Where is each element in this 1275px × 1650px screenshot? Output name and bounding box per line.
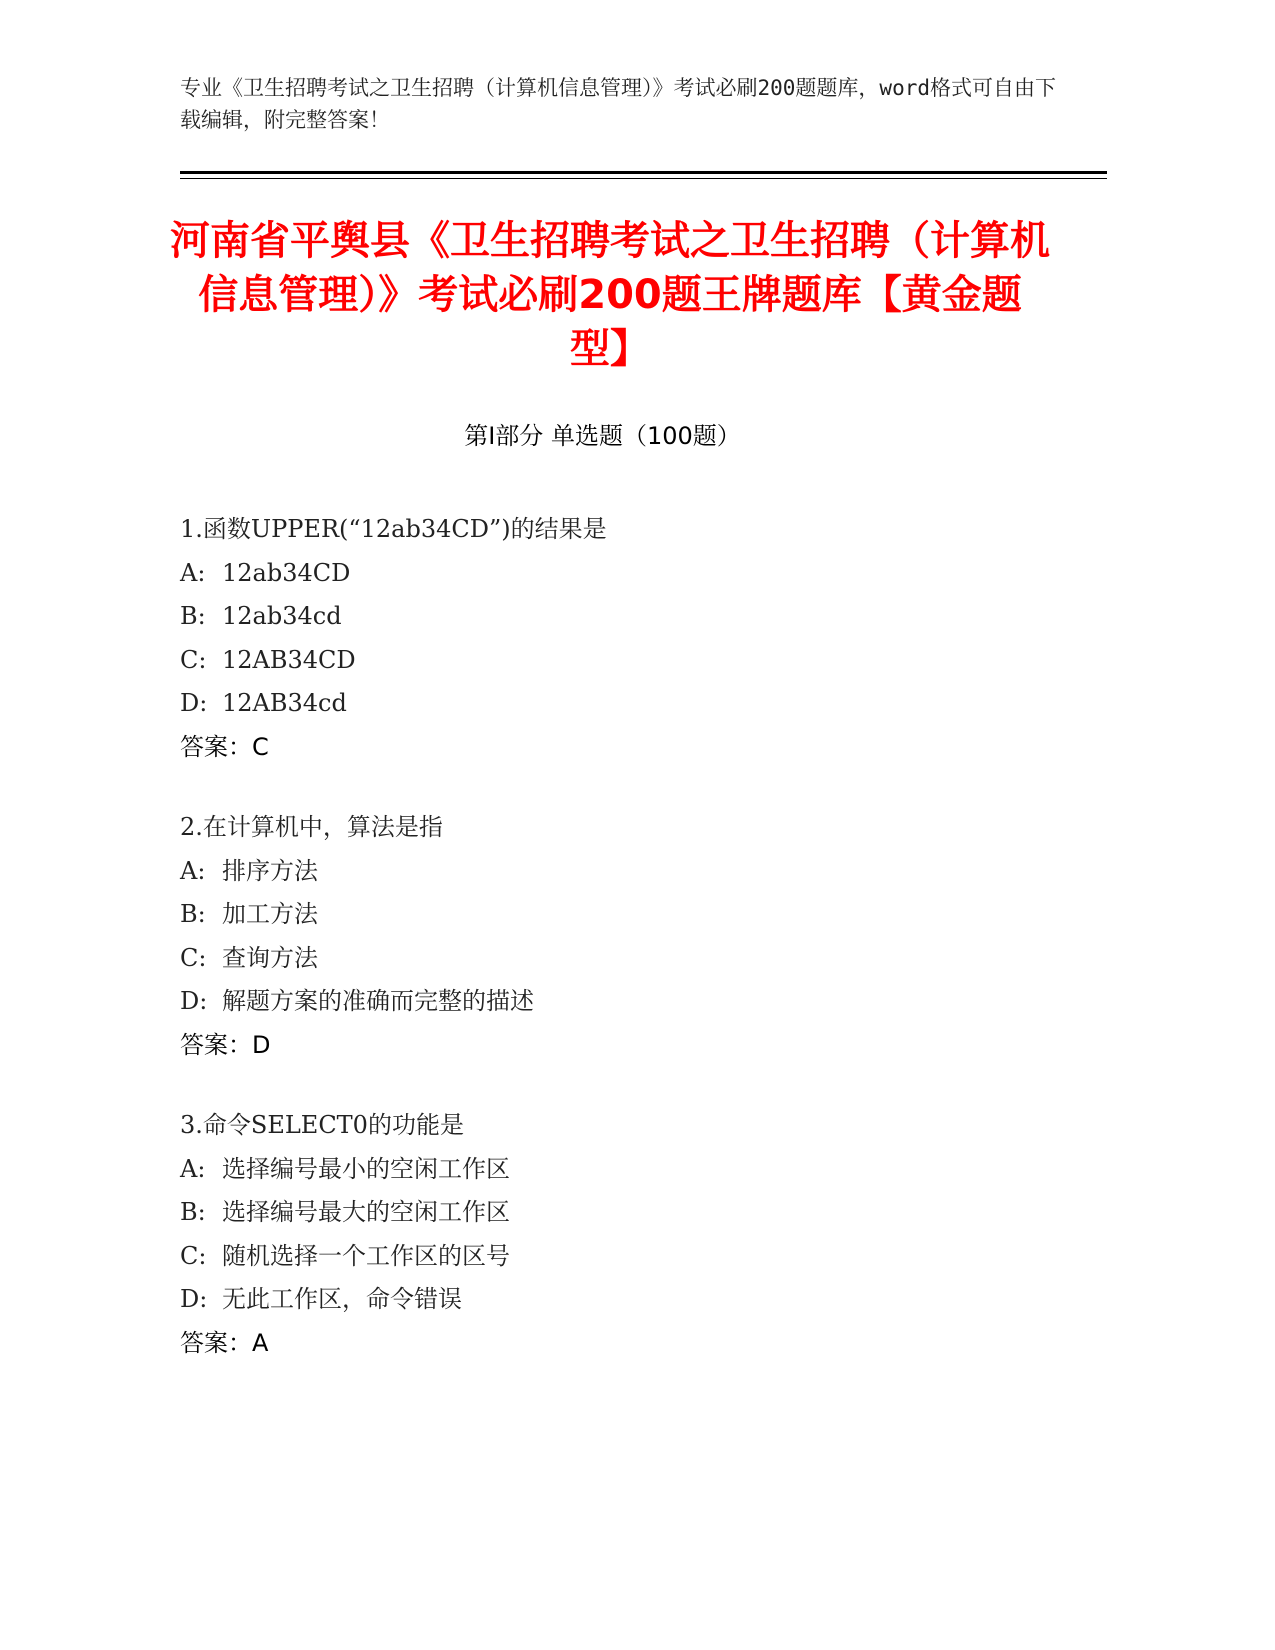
option-a	[180, 552, 1100, 596]
header-note: 专业《卫生招聘考试之卫生招聘（计算机信息管理）》考试必刷200题题库，word格式可自由下载编辑，附完整答案！	[180, 76, 1056, 132]
answer: 答案：A	[180, 1328, 269, 1357]
option-c	[180, 639, 1100, 683]
option-letter: B:	[180, 602, 206, 630]
option-letter: D:	[180, 1285, 208, 1313]
option-b	[180, 893, 1100, 937]
option-a	[180, 1148, 1100, 1192]
header-rule-thin	[180, 178, 1107, 179]
option-text: 选择编号最大的空闲工作区	[222, 1198, 510, 1226]
option-text: 查询方法	[222, 943, 318, 972]
option-d	[180, 682, 1100, 726]
option-letter: A:	[180, 558, 206, 587]
option-d	[180, 1278, 1100, 1322]
option-letter: C:	[180, 645, 207, 674]
question-stem: 1.函数UPPER(“12ab34CD”)的结果是	[180, 515, 607, 543]
section-title: 第Ⅰ部分 单选题（100题）	[464, 422, 741, 450]
question-stem: 2.在计算机中，算法是指	[180, 813, 443, 841]
option-text: 无此工作区，命令错误	[222, 1285, 462, 1313]
option-text: 加工方法	[222, 900, 318, 928]
option-letter: B:	[180, 1198, 206, 1226]
option-b	[180, 1191, 1100, 1235]
option-letter: D:	[180, 689, 208, 717]
option-text: 选择编号最小的空闲工作区	[222, 1154, 510, 1183]
option-letter: B:	[180, 900, 206, 928]
option-text: 12ab34cd	[222, 602, 342, 630]
option-text: 12ab34CD	[222, 558, 351, 587]
question-2	[180, 806, 1100, 1067]
option-text: 排序方法	[222, 856, 318, 885]
option-letter: C:	[180, 943, 207, 972]
option-letter: A:	[180, 1154, 206, 1183]
header-rule-thick	[180, 171, 1107, 174]
option-b	[180, 595, 1100, 639]
option-a	[180, 850, 1100, 894]
option-d	[180, 980, 1100, 1024]
option-letter: D:	[180, 987, 208, 1015]
option-letter: C:	[180, 1241, 207, 1270]
option-text: 随机选择一个工作区的区号	[222, 1241, 510, 1270]
option-text: 解题方案的准确而完整的描述	[222, 987, 534, 1015]
question-3	[180, 1104, 1100, 1365]
option-text: 12AB34CD	[222, 645, 356, 674]
document-title: 河南省平舆县《卫生招聘考试之卫生招聘（计算机信息管理）》考试必刷200题王牌题库【黄金题型】	[170, 218, 1050, 372]
answer: 答案：C	[180, 732, 269, 761]
answer: 答案：D	[180, 1030, 271, 1059]
question-stem: 3.命令SELECT0的功能是	[180, 1111, 464, 1139]
option-c	[180, 937, 1100, 981]
question-1	[180, 508, 1100, 769]
option-text: 12AB34cd	[222, 689, 347, 717]
option-letter: A:	[180, 856, 206, 885]
question-list	[180, 508, 1100, 1402]
option-c	[180, 1235, 1100, 1279]
